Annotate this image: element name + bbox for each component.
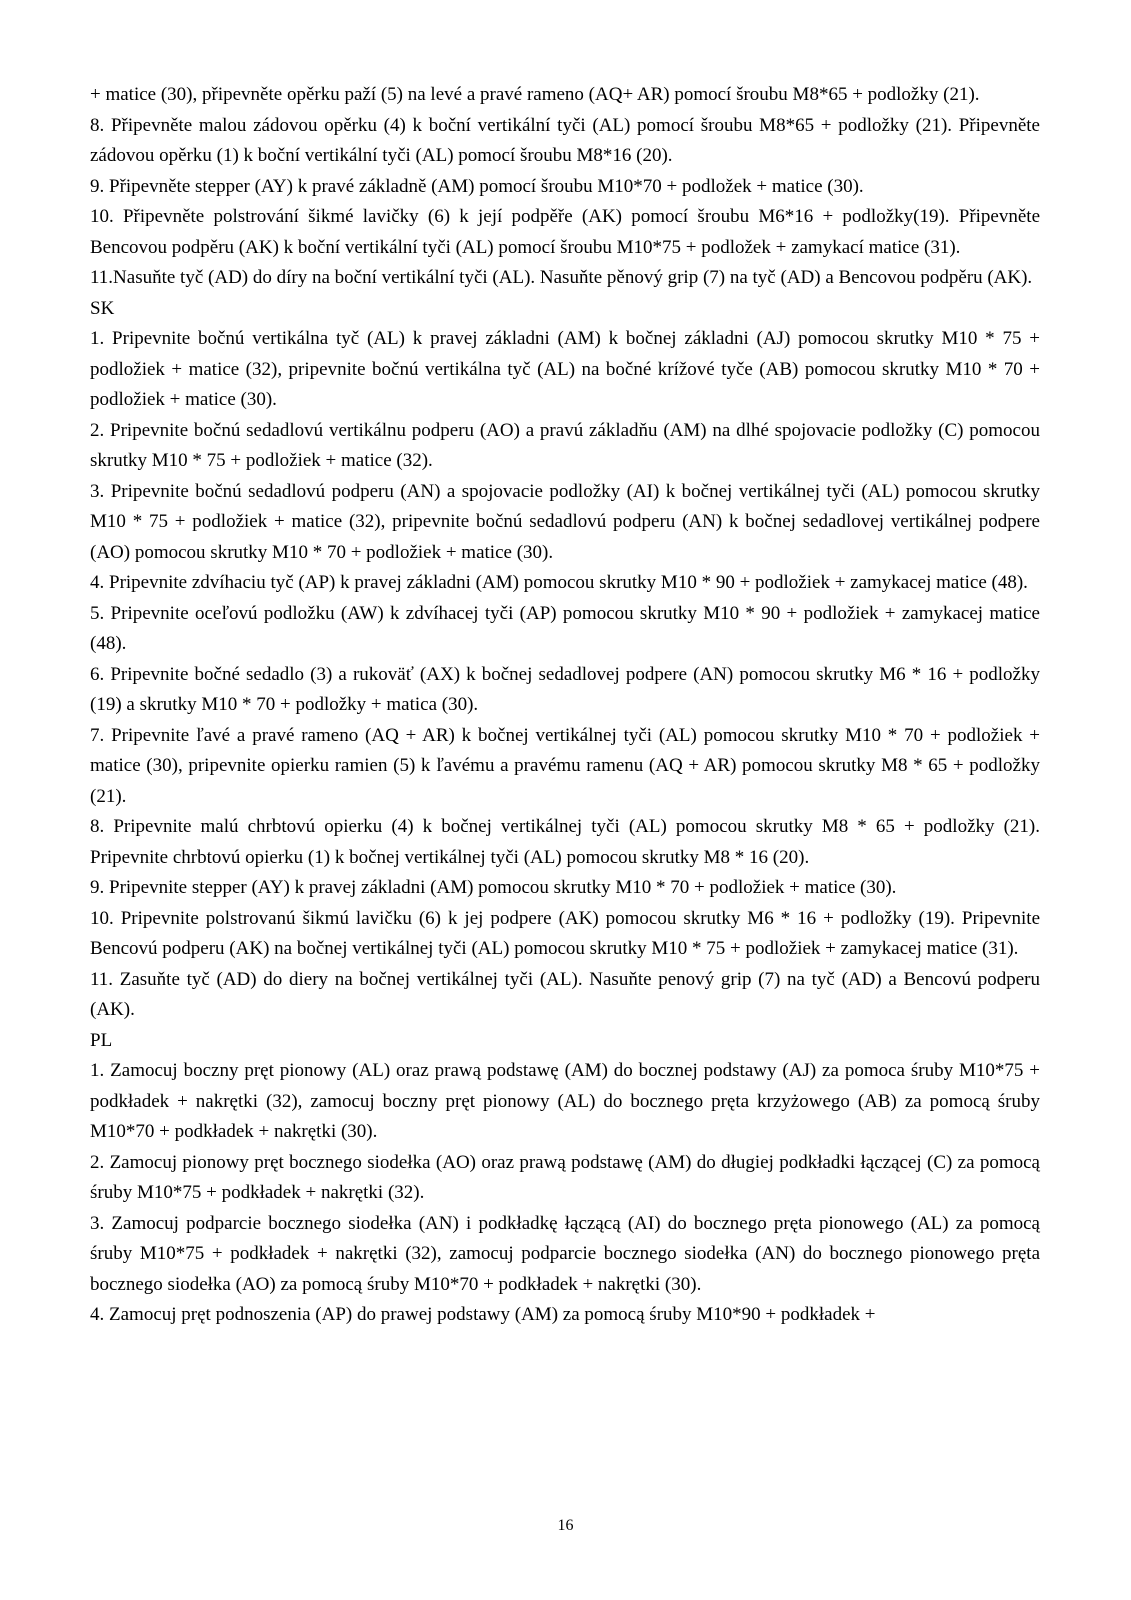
paragraph: 4. Zamocuj pręt podnoszenia (AP) do prawej podstawy (AM) za pomocą śruby M10*90 + podkładek + <box>90 1304 876 1325</box>
paragraph: 11. Zasuňte tyč (AD) do diery na bočnej vertikálnej tyči (AL). Nasuňte penový grip (7) na tyč (AD) a Bencovú podperu (AK). <box>90 968 1040 1020</box>
section-heading-pl: PL <box>90 1029 113 1051</box>
page-number: 16 <box>557 1517 574 1534</box>
document-content <box>90 80 1040 1331</box>
paragraph: 3. Zamocuj podparcie bocznego siodełka (AN) i podkładkę łączącą (AI) do bocznego pręta pionowego (AL) za pomocą śruby M10*75 + podkładek + nakrętki (32), zamocuj podparcie bocznego siodełka (AN) do bocznego pionowego pręta bocznego siodełka (AO) za pomocą śruby M10*70 + podkładek + nakrętki (30). <box>90 1212 1040 1295</box>
paragraph: 4. Pripevnite zdvíhaciu tyč (AP) k pravej základni (AM) pomocou skrutky M10 * 90 + podložiek + zamykacej matice (48). <box>90 572 1028 593</box>
paragraph: 1. Pripevnite bočnú vertikálna tyč (AL) k pravej základni (AM) k bočnej základni (AJ) pomocou skrutky M10 * 75 + podložiek + matice (32), pripevnite bočnú vertikálna tyč (AL) na bočné krížové tyče (AB) pomocou skrutky M10 * 70 + podložiek + matice (30). <box>90 328 1040 410</box>
paragraph: 10. Připevněte polstrování šikmé lavičky (6) k její podpěře (AK) pomocí šroubu M6*16 + podložky(19). Připevněte Bencovou podpěru (AK) k boční vertikální tyči (AL) pomocí šroubu M10*75 + podložek + zamykací matice (31). <box>90 206 1040 258</box>
paragraph: 10. Pripevnite polstrovanú šikmú lavičku (6) k jej podpere (AK) pomocou skrutky M6 * 16 + podložky (19). Pripevnite Bencovú podperu (AK) na bočnej vertikálnej tyči (AL) pomocou skrutky M10 * 75 + podložiek + zamykacej matice (31). <box>90 907 1040 959</box>
paragraph: 7. Pripevnite ľavé a pravé rameno (AQ + AR) k bočnej vertikálnej tyči (AL) pomocou skrutky M10 * 70 + podložiek + matice (30), pripevnite opierku ramien (5) k ľavému a pravému ramenu (AQ + AR) pomocou skrutky M8 * 65 + podložky (21). <box>90 724 1040 807</box>
paragraph: 8. Pripevnite malú chrbtovú opierku (4) k bočnej vertikálnej tyči (AL) pomocou skrutky M8 * 65 + podložky (21). Pripevnite chrbtovú opierku (1) k bočnej vertikálnej tyči (AL) pomocou skrutky M8 * 16 (20). <box>90 816 1040 868</box>
paragraph: 5. Pripevnite oceľovú podložku (AW) k zdvíhacej tyči (AP) pomocou skrutky M10 * 90 + podložiek + zamykacej matice (48). <box>90 602 1040 654</box>
paragraph: 1. Zamocuj boczny pręt pionowy (AL) oraz prawą podstawę (AM) do bocznej podstawy (AJ) za pomoca śruby M10*75 + podkładek + nakrętki (32), zamocuj boczny pręt pionowy (AL) do bocznego pręta krzyżowego (AB) za pomocą śruby M10*70 + podkładek + nakrętki (30). <box>90 1060 1040 1142</box>
paragraph: 2. Pripevnite bočnú sedadlovú vertikálnu podperu (AO) a pravú základňu (AM) na dlhé spojovacie podložky (C) pomocou skrutky M10 * 75 + podložiek + matice (32). <box>90 419 1040 471</box>
paragraph: 6. Pripevnite bočné sedadlo (3) a rukoväť (AX) k bočnej sedadlovej podpere (AN) pomocou skrutky M6 * 16 + podložky (19) a skrutky M10 * 70 + podložky + matica (30). <box>90 663 1040 715</box>
paragraph: + matice (30), připevněte opěrku paží (5) na levé a pravé rameno (AQ+ AR) pomocí šroubu M8*65 + podložky (21). <box>90 84 980 105</box>
section-heading-sk: SK <box>90 297 115 319</box>
paragraph: 11.Nasuňte tyč (AD) do díry na boční vertikální tyči (AL). Nasuňte pěnový grip (7) na tyč (AD) a Bencovou podpěru (AK). <box>90 267 1033 288</box>
paragraph: 9. Připevněte stepper (AY) k pravé základně (AM) pomocí šroubu M10*70 + podložek + matice (30). <box>90 175 864 197</box>
paragraph: 9. Pripevnite stepper (AY) k pravej základni (AM) pomocou skrutky M10 * 70 + podložiek + matice (30). <box>90 877 897 898</box>
paragraph: 2. Zamocuj pionowy pręt bocznego siodełka (AO) oraz prawą podstawę (AM) do długiej podkładki łączącej (C) za pomocą śruby M10*75 + podkładek + nakrętki (32). <box>90 1151 1040 1203</box>
paragraph: 3. Pripevnite bočnú sedadlovú podperu (AN) a spojovacie podložky (AI) k bočnej vertikálnej tyči (AL) pomocou skrutky M10 * 75 + podložiek + matice (32), pripevnite bočnú sedadlovú podperu (AN) k bočnej sedadlovej vertikálnej podpere (AO) pomocou skrutky M10 * 70 + podložiek + matice (30). <box>90 480 1040 563</box>
paragraph: 8. Připevněte malou zádovou opěrku (4) k boční vertikální tyči (AL) pomocí šroubu M8*65 + podložky (21). Připevněte zádovou opěrku (1) k boční vertikální tyči (AL) pomocí šroubu M8*16 (20). <box>90 114 1040 166</box>
